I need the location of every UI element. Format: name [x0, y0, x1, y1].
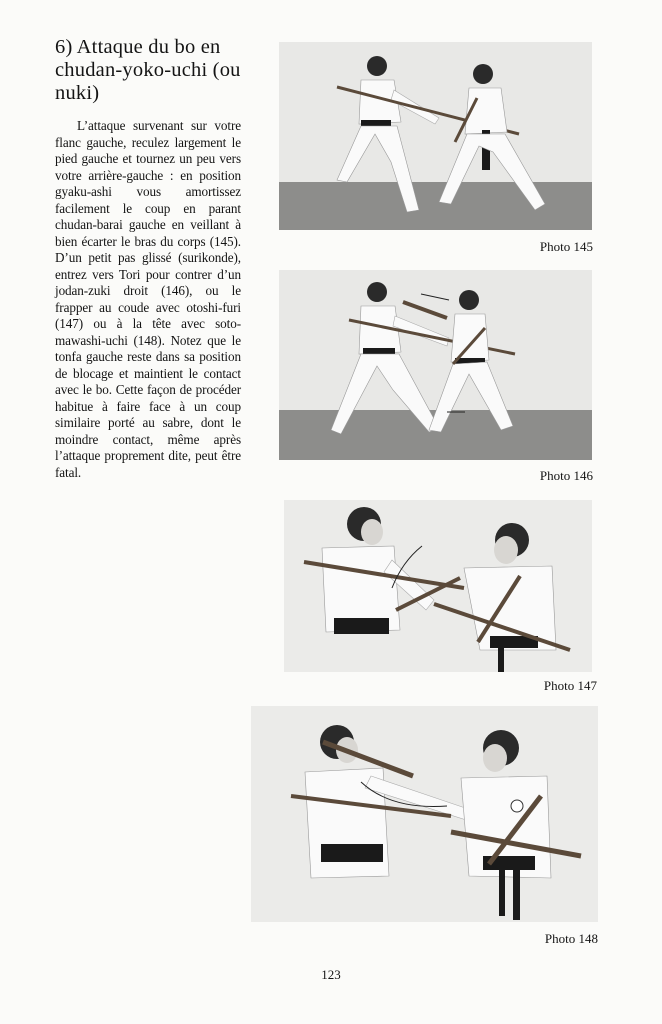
- photo-146-image: [279, 270, 592, 460]
- photo-146: [279, 270, 592, 460]
- photo-147: [284, 500, 592, 672]
- photo-148-caption: Photo 148: [544, 931, 598, 946]
- photo-145-caption: Photo 145: [539, 239, 593, 254]
- photo-146-caption: Photo 146: [539, 468, 593, 483]
- photo-145: [279, 42, 592, 230]
- page-number: 123: [321, 967, 341, 982]
- photo-145-image: [279, 42, 592, 230]
- photo-147-caption: Photo 147: [543, 678, 597, 693]
- photo-148-image: [251, 706, 598, 922]
- photo-148: [251, 706, 598, 922]
- photo-147-image: [284, 500, 592, 672]
- section-heading: 6) Attaque du bo en chudan-yoko-uchi (ou nuki): [55, 36, 241, 104]
- body-paragraph: L’attaque survenant sur votre flanc gauche, reculez largement le pied gauche et tournez un peu vers votre arrière-gauche : en position gyaku-ashi vous amortissez facilement le coup en parant chudan-barai gauche en veillant à bien écarter le bras du corps (145). D’un petit pas glissé (surikonde), entrez vers Tori pour contrer d’un jodan-zuki droit (146), ou le frapper au coude avec otoshi-furi (147) ou à la tête avec soto-mawashi-uchi (148). Notez que le tonfa gauche reste dans sa position de blocage et maintient le contact avec le bo. Cette façon de procéder habitue à faire face à un coup similaire porté au sabre, dont le moindre contact, même après l’attaque proprement dite, peut être fatal.: [55, 118, 241, 480]
